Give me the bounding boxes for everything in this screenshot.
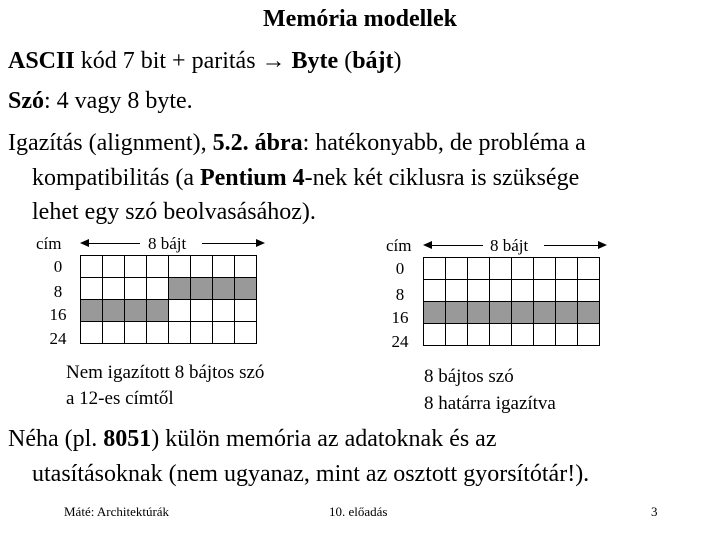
text-segment: Igazítás (alignment), <box>8 130 213 156</box>
mem-cell <box>424 324 446 346</box>
term-pentium: Pentium 4 <box>199 165 305 191</box>
right-memory-grid <box>423 257 600 346</box>
mem-cell-used <box>468 302 490 324</box>
right-addr-header: cím <box>386 236 412 255</box>
left-arrow-line-left <box>88 243 140 244</box>
mem-cell-used <box>147 300 169 322</box>
left-grid-row-8 <box>81 278 257 300</box>
right-arrow-line-left <box>431 245 483 246</box>
text-segment: ( <box>338 48 353 74</box>
right-address-8: 8 <box>395 285 405 304</box>
mem-cell <box>169 300 191 322</box>
left-memory-grid <box>80 255 257 344</box>
right-grid-row-0 <box>424 258 600 280</box>
term-byte: Byte <box>291 48 339 74</box>
figure-reference: 5.2. ábra <box>212 130 303 156</box>
text-line-read: lehet egy szó beolvasásához). <box>32 199 316 225</box>
term-szo: Szó <box>8 88 44 114</box>
mem-cell <box>556 258 578 280</box>
mem-cell-used <box>578 302 600 324</box>
right-grid-row-8 <box>424 280 600 302</box>
text-segment: -nek két ciklusra is szüksége <box>304 165 580 191</box>
text-segment: ) külön memória az adatoknak és az <box>151 426 497 452</box>
slide-title: Memória modellek <box>263 6 457 32</box>
left-arrow-line-right <box>202 243 256 244</box>
mem-cell <box>191 256 213 278</box>
mem-cell-used <box>213 278 235 300</box>
mem-cell <box>103 322 125 344</box>
mem-cell <box>556 324 578 346</box>
right-address-24: 24 <box>391 332 409 351</box>
mem-cell <box>147 256 169 278</box>
mem-cell <box>235 300 257 322</box>
footer-center: 10. előadás <box>329 504 388 519</box>
mem-cell-used <box>81 300 103 322</box>
right-width-label: 8 bájt <box>490 236 529 255</box>
mem-cell-used <box>534 302 556 324</box>
left-address-24: 24 <box>49 329 67 348</box>
text-segment: : 4 vagy 8 byte. <box>44 88 193 114</box>
page-number: 3 <box>651 504 658 519</box>
mem-cell-used <box>446 302 468 324</box>
mem-cell <box>81 278 103 300</box>
mem-cell <box>534 258 556 280</box>
mem-cell <box>446 324 468 346</box>
mem-cell <box>213 256 235 278</box>
mem-cell <box>81 322 103 344</box>
text-line-szo <box>8 86 193 116</box>
footer-left: Máté: Architektúrák <box>64 504 170 519</box>
mem-cell <box>147 278 169 300</box>
mem-cell <box>578 324 600 346</box>
right-address-0: 0 <box>395 259 405 278</box>
mem-cell-used <box>556 302 578 324</box>
text-line-alignment <box>8 128 586 158</box>
right-arrow-line-right <box>544 245 598 246</box>
mem-cell <box>534 324 556 346</box>
mem-cell <box>512 324 534 346</box>
mem-cell <box>147 322 169 344</box>
text-segment: ) <box>393 48 402 74</box>
mem-cell <box>490 258 512 280</box>
mem-cell <box>578 258 600 280</box>
mem-cell <box>103 256 125 278</box>
mem-cell <box>468 258 490 280</box>
text-line-compat <box>32 163 579 193</box>
mem-cell <box>424 258 446 280</box>
mem-cell-used <box>490 302 512 324</box>
mem-cell <box>490 280 512 302</box>
mem-cell <box>446 258 468 280</box>
right-grid-row-16 <box>424 302 600 324</box>
mem-cell <box>213 300 235 322</box>
mem-cell <box>103 278 125 300</box>
mem-cell <box>512 280 534 302</box>
right-caption-line2: 8 határra igazítva <box>424 393 556 414</box>
mem-cell <box>191 322 213 344</box>
text-segment: kód 7 bit + paritás → <box>74 48 292 74</box>
mem-cell <box>468 324 490 346</box>
left-width-label: 8 bájt <box>148 234 187 253</box>
left-grid-row-16 <box>81 300 257 322</box>
mem-cell <box>534 280 556 302</box>
mem-cell <box>235 256 257 278</box>
text-segment: Néha (pl. <box>8 426 104 452</box>
mem-cell-used <box>125 300 147 322</box>
mem-cell-used <box>235 278 257 300</box>
term-ascii: ASCII <box>8 48 75 74</box>
mem-cell <box>578 280 600 302</box>
left-address-16: 16 <box>49 305 67 324</box>
text-line-ascii <box>8 46 402 76</box>
left-caption-line1: Nem igazított 8 bájtos szó <box>66 362 265 383</box>
text-segment: kompatibilitás (a <box>32 165 200 191</box>
mem-cell <box>125 322 147 344</box>
left-grid-row-0 <box>81 256 257 278</box>
left-address-8: 8 <box>53 282 63 301</box>
mem-cell <box>490 324 512 346</box>
mem-cell <box>125 256 147 278</box>
left-caption-line2: a 12-es címtől <box>66 388 174 409</box>
mem-cell <box>125 278 147 300</box>
term-bajt: bájt <box>352 48 394 74</box>
left-grid-row-24 <box>81 322 257 344</box>
mem-cell <box>169 322 191 344</box>
mem-cell <box>81 256 103 278</box>
left-address-0: 0 <box>53 257 63 276</box>
text-line-separate-memory <box>8 424 496 454</box>
mem-cell <box>213 322 235 344</box>
mem-cell-used <box>424 302 446 324</box>
left-addr-header: cím <box>36 234 62 253</box>
text-line-instructions: utasításoknak (nem ugyanaz, mint az osztott gyorsítótár!). <box>32 461 590 487</box>
mem-cell-used <box>512 302 534 324</box>
mem-cell <box>556 280 578 302</box>
mem-cell <box>468 280 490 302</box>
mem-cell <box>169 256 191 278</box>
mem-cell-used <box>191 278 213 300</box>
right-grid-row-24 <box>424 324 600 346</box>
mem-cell-used <box>103 300 125 322</box>
mem-cell <box>424 280 446 302</box>
term-8051: 8051 <box>103 426 152 452</box>
right-caption-line1: 8 bájtos szó <box>424 366 514 387</box>
text-segment: : hatékonyabb, de probléma a <box>302 130 586 156</box>
mem-cell-used <box>169 278 191 300</box>
mem-cell <box>191 300 213 322</box>
right-address-16: 16 <box>391 308 409 327</box>
right-arrow-head-right <box>598 241 607 249</box>
mem-cell <box>235 322 257 344</box>
left-arrow-head-right <box>256 239 265 247</box>
mem-cell <box>512 258 534 280</box>
mem-cell <box>446 280 468 302</box>
